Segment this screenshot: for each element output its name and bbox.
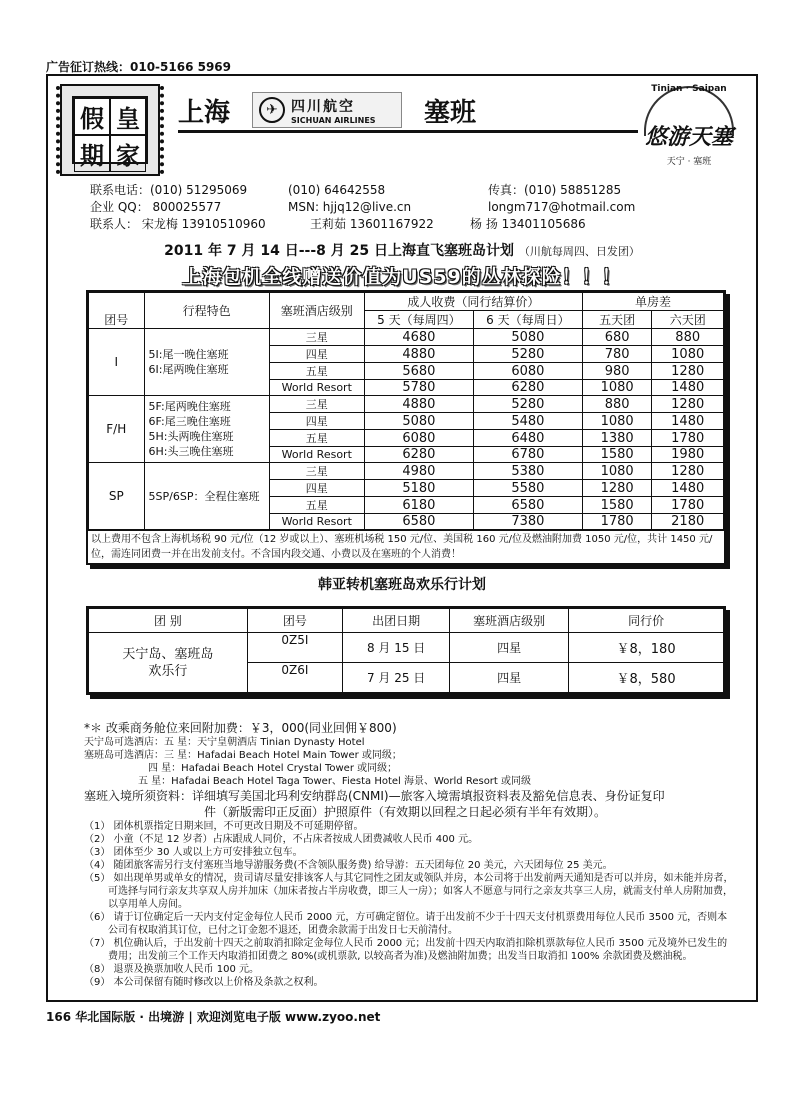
col-header-adult: 成人收费（同行结算价） — [364, 293, 582, 311]
feature-line: 5H:头两晚住塞班 — [148, 430, 234, 443]
col-header-single: 单房差 — [582, 293, 723, 311]
fax: 传真：(010) 58851285 — [488, 183, 622, 197]
contact-person-1: 联系人： 宋龙梅 13910510960 — [90, 217, 266, 231]
single-6day: 1780 — [652, 430, 724, 447]
korea-group-name-line1: 天宁岛、塞班岛 — [122, 646, 214, 662]
price-5day: 4880 — [364, 346, 473, 363]
price-6day: 5580 — [473, 480, 582, 497]
price-5day: 6280 — [364, 447, 473, 463]
price-6day: 5280 — [473, 396, 582, 413]
price-row — [89, 396, 724, 413]
hotel-level: 五星 — [269, 430, 364, 447]
msn: MSN: hjjq12@live.cn — [288, 200, 412, 214]
col-header-single-5day: 五天团 — [582, 311, 652, 329]
page-frame — [46, 74, 758, 1002]
price-6day: 6780 — [473, 447, 582, 463]
single-6day: 1080 — [652, 346, 724, 363]
hotel-level: 四星 — [269, 480, 364, 497]
logo-grid — [72, 96, 148, 170]
single-6day: 880 — [652, 329, 724, 346]
korea-table-wrapper — [86, 606, 726, 695]
page-footer: 166 华北国际版 · 出境游 | 欢迎浏览电子版 www.zyoo.net — [46, 1010, 381, 1024]
single-6day: 1280 — [652, 396, 724, 413]
single-5day: 1080 — [582, 380, 652, 396]
single-6day: 1980 — [652, 447, 724, 463]
single-6day: 1480 — [652, 413, 724, 430]
feature-line: 5F:尾两晚住塞班 — [148, 400, 231, 413]
feature-line: 6F:尾三晚住塞班 — [148, 415, 231, 428]
single-5day: 1780 — [582, 514, 652, 530]
korea-hotel-1: 四星 — [450, 633, 569, 663]
saipan-hotel-5star: 五 星：Hafadai Beach Hotel Taga Tower、Fiesta Hotel 海景、World Resort 或同级 — [138, 776, 532, 787]
term-item: （6） 请于订位确定后一天内支付定金每位人民币 2000 元，方可确定留位。请于出发前不少于十四天支付机票费用每位人民币 3500 元，否则本公司有权取消其订位，已付之订金恕不退还，团费余款需于出发日七天前清付。 — [84, 912, 728, 936]
price-6day: 6280 — [473, 380, 582, 396]
col-header-group: 团号 — [89, 293, 145, 329]
hotel-level: 三星 — [269, 396, 364, 413]
route-title — [178, 90, 638, 130]
logo-char: 期 — [74, 135, 110, 172]
price-table-note: 以上费用不包含上海机场税 90 元/位（12 岁或以上）、塞班机场税 150 元/位、美国税 160 元/位及燃油附加费 1050 元/位，共计 1450 元/位，需连同团费一并在出发前支付。不含国内段交通、小费以及在塞班的个人消费！ — [88, 530, 724, 563]
email: longm717@hotmail.com — [488, 200, 636, 214]
term-item: （3） 团体至少 30 人或以上方可安排独立包车。 — [84, 847, 303, 858]
single-5day: 1080 — [582, 463, 652, 480]
korea-date-2: 7 月 25 日 — [343, 663, 450, 693]
korea-hotel-2: 四星 — [450, 663, 569, 693]
logo-script: 悠游天塞 — [644, 124, 733, 150]
terms-section — [84, 720, 734, 989]
term-item: （9） 本公司保留有随时修改以上价格及条款之权利。 — [84, 977, 324, 988]
logo-char: 假 — [74, 98, 110, 135]
col-header-single-6day: 六天团 — [652, 311, 724, 329]
price-6day: 5380 — [473, 463, 582, 480]
price-6day: 6080 — [473, 363, 582, 380]
hotel-level: World Resort — [269, 380, 364, 396]
korea-header-date: 出团日期 — [343, 609, 450, 633]
header-rule — [178, 130, 638, 133]
airline-name-cn: 四川航空 — [291, 98, 356, 115]
single-5day: 880 — [582, 396, 652, 413]
contact-info — [90, 182, 750, 233]
tinian-hotel: 天宁岛可选酒店：五 星：天宁皇朝酒店 Tinian Dynasty Hotel — [84, 737, 365, 748]
promo-banner: 上海包机全线赠送价值为US59的丛林探险！！！ — [182, 266, 622, 288]
price-5day: 6580 — [364, 514, 473, 530]
saipan-hotel-4star: 四 星：Hafadai Beach Hotel Crystal Tower 或同级； — [148, 763, 398, 774]
price-table-wrapper — [86, 290, 726, 565]
price-6day: 7380 — [473, 514, 582, 530]
col-header-6day: 6 天（每周日） — [473, 311, 582, 329]
feature-line: 5I:尾一晚住塞班 — [148, 348, 229, 361]
terms-list — [84, 820, 734, 989]
entry-docs-line2: 件（新版需印正反面）护照原件（有效期以回程之日起必须有半年有效期）。 — [204, 805, 607, 819]
single-6day: 1280 — [652, 363, 724, 380]
city-saipan: 塞班 — [424, 97, 477, 128]
single-5day: 1380 — [582, 430, 652, 447]
phone-2: (010) 64642558 — [288, 183, 386, 197]
plan-title-note: （川航每周四、日发团） — [518, 245, 640, 258]
korea-price-1: ￥8，180 — [569, 633, 724, 663]
price-6day: 6480 — [473, 430, 582, 447]
qq: 企业 QQ： 800025577 — [90, 200, 222, 214]
single-6day: 1480 — [652, 380, 724, 396]
korea-header-group: 团 别 — [89, 609, 248, 633]
single-6day: 1780 — [652, 497, 724, 514]
single-5day: 780 — [582, 346, 652, 363]
hotel-level: World Resort — [269, 447, 364, 463]
single-6day: 1480 — [652, 480, 724, 497]
korea-header-code: 团号 — [247, 609, 342, 633]
hotel-level: 五星 — [269, 497, 364, 514]
sichuan-airlines-logo — [252, 92, 402, 128]
feature-line: 6H:头三晚住塞班 — [148, 445, 234, 458]
korea-plan-title: 韩亚转机塞班岛欢乐行计划 — [318, 577, 486, 593]
price-5day: 4980 — [364, 463, 473, 480]
single-5day: 980 — [582, 363, 652, 380]
plan-title — [48, 240, 756, 260]
single-5day: 1080 — [582, 413, 652, 430]
price-5day: 4680 — [364, 329, 473, 346]
single-5day: 1580 — [582, 497, 652, 514]
korea-price-2: ￥8，580 — [569, 663, 724, 693]
korea-date-1: 8 月 15 日 — [343, 633, 450, 663]
logo-cn: 天宁 · 塞班 — [666, 157, 712, 167]
feature-line: 6I:尾两晚住塞班 — [148, 363, 229, 376]
header — [48, 76, 756, 184]
korea-header-hotel: 塞班酒店级别 — [450, 609, 569, 633]
term-item: （2） 小童（不足 12 岁者）占床跟成人同价，不占床者按成人团费减收人民币 400 元。 — [84, 834, 479, 845]
korea-header-price: 同行价 — [569, 609, 724, 633]
single-5day: 1280 — [582, 480, 652, 497]
tinian-saipan-logo — [634, 82, 744, 174]
plan-title-text: 2011 年 7 月 14 日---8 月 25 日上海直飞塞班岛计划 — [164, 243, 514, 259]
saipan-hotel-3star: 塞班岛可选酒店：三 星：Hafadai Beach Hotel Main Tower 或同级； — [84, 750, 402, 761]
term-item: （8） 退票及换票加收人民币 100 元。 — [84, 964, 259, 975]
business-class-upgrade: *＊ 改乘商务舱位来回附加费：￥3，000(同业回佣￥800) — [84, 721, 397, 735]
hotel-level: World Resort — [269, 514, 364, 530]
group-features — [144, 396, 269, 463]
ad-hotline: 广告征订热线：010-5166 5969 — [46, 60, 232, 74]
logo-char: 家 — [110, 135, 146, 172]
single-5day: 680 — [582, 329, 652, 346]
entry-docs-line1: 塞班入境所须资料：详细填写美国北玛利安纳群岛(CNMI)—旅客入境需填报资料表及豁免信息表、身份证复印 — [84, 789, 665, 803]
contact-person-3: 杨 扬 13401105686 — [470, 217, 586, 231]
price-5day: 6180 — [364, 497, 473, 514]
hotel-level: 四星 — [269, 346, 364, 363]
price-5day: 5780 — [364, 380, 473, 396]
price-6day: 6580 — [473, 497, 582, 514]
phone: 联系电话：(010) 51295069 — [90, 183, 248, 197]
hotel-level: 五星 — [269, 363, 364, 380]
price-5day: 6080 — [364, 430, 473, 447]
term-item: （5） 如出现单男或单女的情况，贵司请尽量安排该客人与其它同性之团友或领队并房，本公司将于出发前两天通知是否可以并房，如未能并房者，可选择与同行亲友共享双人房并加床（加床者按占半房收费，即三人一房）；如客人不愿意与同行之亲友共享三人房，就需支付单人房附加费，以享用单人房间。 — [84, 873, 734, 910]
group-code: I — [89, 329, 145, 396]
contact-person-2: 王莉茹 13601167922 — [310, 217, 434, 231]
term-item: （4） 随团旅客需另行支付塞班当地导游服务费(不含领队服务费) 给导游：五天团每位 20 美元，六天团每位 25 美元。 — [84, 860, 613, 871]
feature-line: 5SP/6SP：全程住塞班 — [148, 489, 260, 503]
airline-bird-icon: ✈ — [259, 97, 285, 123]
col-header-hotel: 塞班酒店级别 — [269, 293, 364, 329]
hotel-level: 三星 — [269, 329, 364, 346]
airline-name-en: SICHUAN AIRLINES — [291, 115, 376, 125]
hotel-level: 四星 — [269, 413, 364, 430]
single-5day: 1580 — [582, 447, 652, 463]
price-6day: 5080 — [473, 329, 582, 346]
korea-code-1: 0Z5I — [247, 633, 342, 663]
term-item: （7） 机位确认后，于出发前十四天之前取消扣除定金每位人民币 2000 元；出发前十四天内取消扣除机票款每位人民币 3500 元及境外已发生的费用；出发前三个工作天内取消扣团费之 80%(或机票款, 以较高者为准)及燃油附加费；出发当日取消扣 100% 余款团费及燃油税。 — [84, 938, 728, 962]
price-5day: 5680 — [364, 363, 473, 380]
korea-code-2: 0Z6I — [247, 663, 342, 693]
col-header-5day: 5 天（每周四） — [364, 311, 473, 329]
group-code: SP — [89, 463, 145, 530]
price-table — [88, 292, 724, 530]
price-5day: 5180 — [364, 480, 473, 497]
group-code: F/H — [89, 396, 145, 463]
price-6day: 5480 — [473, 413, 582, 430]
city-shanghai: 上海 — [178, 97, 231, 128]
korea-table — [88, 608, 724, 693]
korea-group-name-line2: 欢乐行 — [148, 663, 188, 679]
price-row — [89, 329, 724, 346]
col-header-feature: 行程特色 — [144, 293, 269, 329]
term-item: （1） 团体机票指定日期来回，不可更改日期及不可延期停留。 — [84, 821, 364, 832]
price-5day: 4880 — [364, 396, 473, 413]
group-features — [144, 329, 269, 396]
price-6day: 5280 — [473, 346, 582, 363]
single-6day: 2180 — [652, 514, 724, 530]
price-5day: 5080 — [364, 413, 473, 430]
logo-en: Tinian · Saipan — [651, 84, 727, 94]
price-row — [89, 463, 724, 480]
group-features — [144, 463, 269, 530]
holiday-home-logo — [60, 84, 160, 176]
single-6day: 1280 — [652, 463, 724, 480]
hotel-level: 三星 — [269, 463, 364, 480]
logo-char: 皇 — [110, 98, 146, 135]
korea-group-name — [89, 633, 248, 693]
